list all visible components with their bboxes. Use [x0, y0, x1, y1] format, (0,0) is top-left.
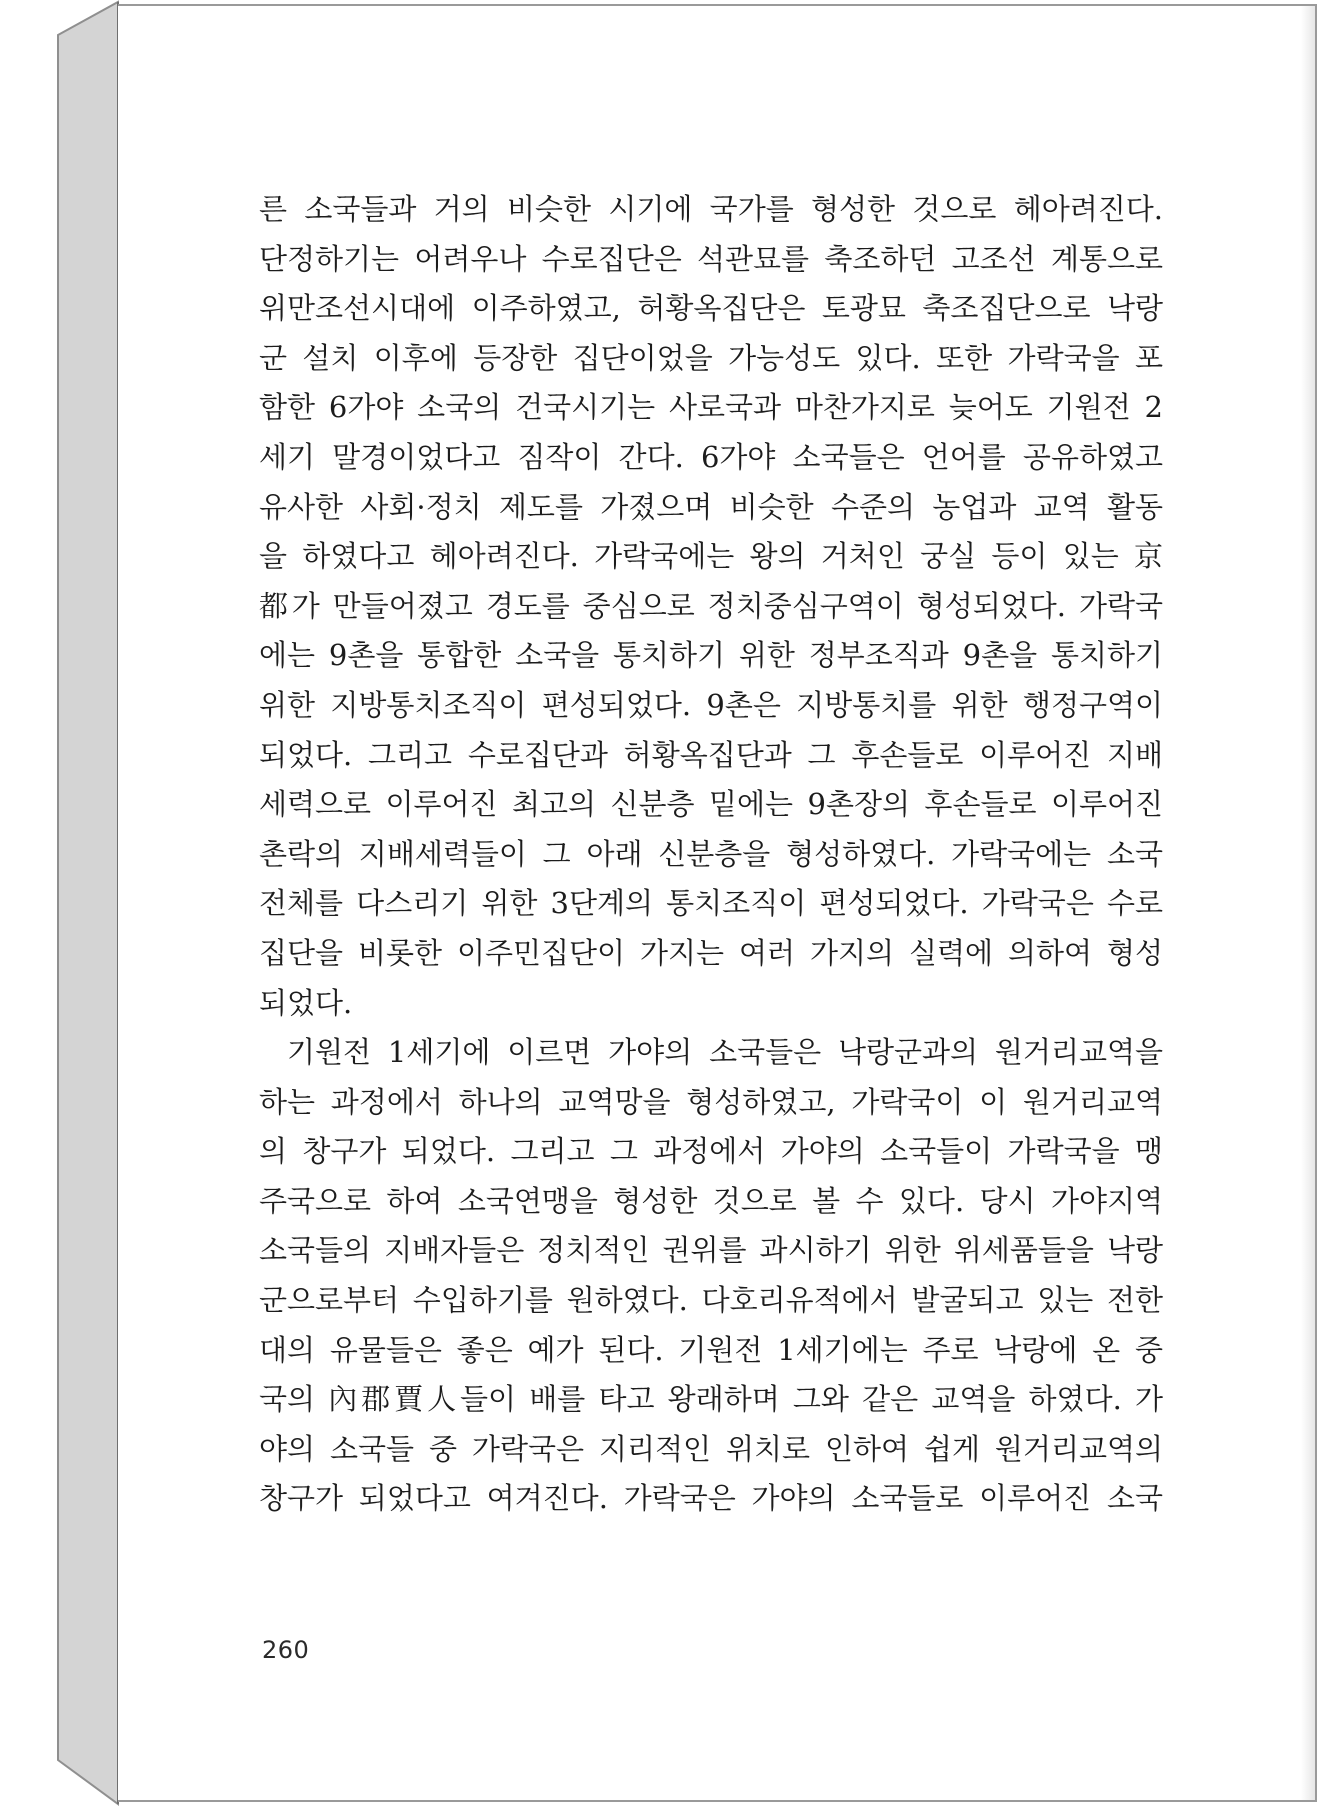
text-line: 세력으로 이루어진 최고의 신분층 밑에는 9촌장의 후손들로 이루어진 [259, 787, 1163, 822]
text-line: 창구가 되었다고 여겨진다. 가락국은 가야의 소국들로 이루어진 소국 [259, 1481, 1163, 1516]
text-line: 집단을 비롯한 이주민집단이 가지는 여러 가지의 실력에 의하여 형성 [259, 935, 1163, 970]
paragraph-end-line: 되었다. [259, 985, 353, 1020]
text-line: 하는 과정에서 하나의 교역망을 형성하였고, 가락국이 이 원거리교역 [259, 1084, 1163, 1119]
text-line: 위한 지방통치조직이 편성되었다. 9촌은 지방통치를 위한 행정구역이 [259, 687, 1163, 722]
text-line: 위만조선시대에 이주하였고, 허황옥집단은 토광묘 축조집단으로 낙랑 [259, 291, 1163, 326]
text-line: 촌락의 지배세력들이 그 아래 신분층을 형성하였다. 가락국에는 소국 [259, 836, 1163, 871]
text-line: 국의 內郡賈人들이 배를 타고 왕래하며 그와 같은 교역을 하였다. 가 [259, 1382, 1163, 1417]
page-edge-shade [1301, 6, 1315, 1800]
text-line: 군 설치 이후에 등장한 집단이었을 가능성도 있다. 또한 가락국을 포 [259, 340, 1163, 375]
text-line: 세기 말경이었다고 짐작이 간다. 6가야 소국들은 언어를 공유하였고 [259, 439, 1163, 474]
text-line: 주국으로 하여 소국연맹을 형성한 것으로 볼 수 있다. 당시 가야지역 [259, 1183, 1163, 1218]
text-line: 되었다. 그리고 수로집단과 허황옥집단과 그 후손들로 이루어진 지배 [259, 737, 1163, 772]
text-line: 른 소국들과 거의 비슷한 시기에 국가를 형성한 것으로 헤아려진다. [259, 192, 1163, 226]
text-line: 단정하기는 어려우나 수로집단은 석관묘를 축조하던 고조선 계통으로 [259, 241, 1163, 276]
text-line: 군으로부터 수입하기를 원하였다. 다호리유적에서 발굴되고 있는 전한 [259, 1283, 1163, 1318]
text-line: 을 하였다고 헤아려진다. 가락국에는 왕의 거처인 궁실 등이 있는 京 [259, 539, 1163, 574]
text-line: 유사한 사회·정치 제도를 가졌으며 비슷한 수준의 농업과 교역 활동 [259, 489, 1163, 524]
text-line: 함한 6가야 소국의 건국시기는 사로국과 마찬가지로 늦어도 기원전 2 [259, 390, 1163, 425]
body-text [259, 185, 1163, 1524]
text-line: 都가 만들어졌고 경도를 중심으로 정치중심구역이 형성되었다. 가락국 [259, 588, 1163, 623]
text-line: 소국들의 지배자들은 정치적인 권위를 과시하기 위한 위세품들을 낙랑 [259, 1233, 1163, 1268]
text-line: 에는 9촌을 통합한 소국을 통치하기 위한 정부조직과 9촌을 통치하기 [259, 638, 1163, 673]
text-line: 의 창구가 되었다. 그리고 그 과정에서 가야의 소국들이 가락국을 맹 [259, 1134, 1163, 1169]
paragraph-start-line: 기원전 1세기에 이르면 가야의 소국들은 낙랑군과의 원거리교역을 [287, 1035, 1163, 1070]
page-number: 260 [262, 1636, 310, 1664]
text-line: 대의 유물들은 좋은 예가 된다. 기원전 1세기에는 주로 낙랑에 온 중 [259, 1332, 1163, 1367]
text-line: 야의 소국들 중 가락국은 지리적인 위치로 인하여 쉽게 원거리교역의 [259, 1431, 1163, 1466]
text-line: 전체를 다스리기 위한 3단계의 통치조직이 편성되었다. 가락국은 수로 [259, 886, 1163, 921]
